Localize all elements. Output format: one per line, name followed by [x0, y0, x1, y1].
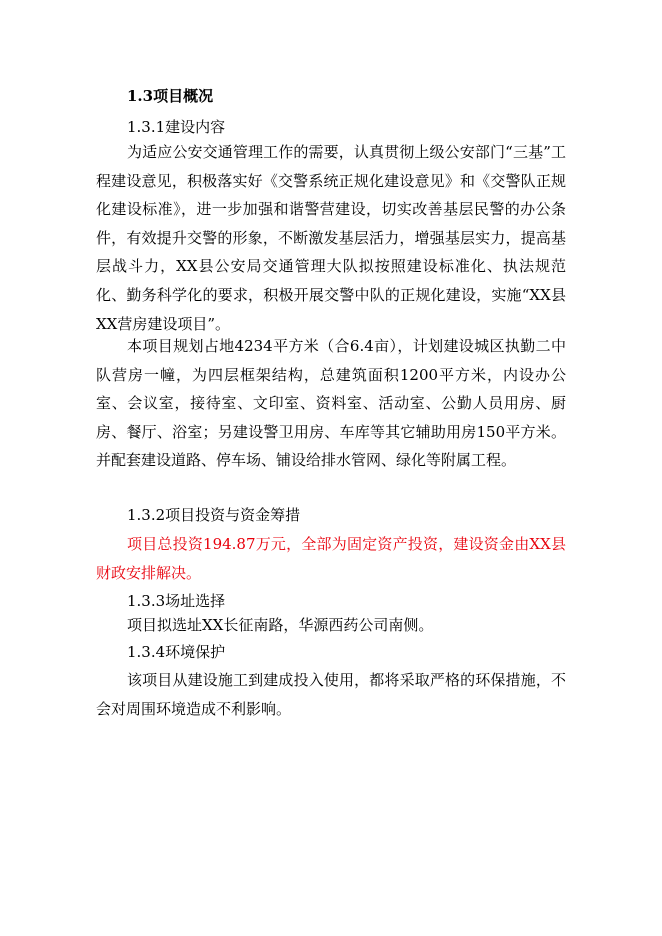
- paragraph-site-selection: 项目拟选址XX长征南路，华源西药公司南侧。: [127, 616, 434, 634]
- paragraph-construction-scale: 本项目规划占地4234平方米（合6.4亩），计划建设城区执勤二中队营房一幢，为四层框架结构，总建筑面积1200平方米，内设办公室、会议室，接待室、文印室、资料室、活动室、公勤人员用房、厨房、餐厅、浴室；另建设警卫用房、车库等其它辅助用房150平方米。并配套建设道路、停车场、铺设给排水管网、绿化等附属工程。: [96, 337, 566, 470]
- paragraph-environmental-protection: 该项目从建设施工到建成投入使用，都将采取严格的环保措施，不会对周围环境造成不利影响。: [96, 671, 566, 718]
- subsection-heading-environmental-protection: 1.3.4环境保护: [127, 643, 226, 661]
- paragraph-construction-purpose: 为适应公安交通管理工作的需要，认真贯彻上级公安部门“三基”工程建设意见，积极落实好《交警系统正规化建设意见》和《交警队正规化建设标准》，进一步加强和谐警营建设，切实改善基层民警的办公条件，有效提升交警的形象，不断激发基层活力，增强基层实力，提高基层战斗力，XX县公安局交通管理大队拟按照建设标准化、执法规范化、勤务科学化的要求，积极开展交警中队的正规化建设，实施“XX县XX营房建设项目”。: [96, 143, 566, 333]
- subsection-heading-investment: 1.3.2项目投资与资金筹措: [127, 506, 301, 524]
- section-heading: 1.3项目概况: [127, 87, 214, 105]
- subsection-heading-construction-content: 1.3.1建设内容: [127, 118, 226, 136]
- subsection-heading-site-selection: 1.3.3场址选择: [127, 592, 226, 610]
- paragraph-investment: 项目总投资194.87万元，全部为固定资产投资，建设资金由XX县财政安排解决。: [96, 535, 566, 582]
